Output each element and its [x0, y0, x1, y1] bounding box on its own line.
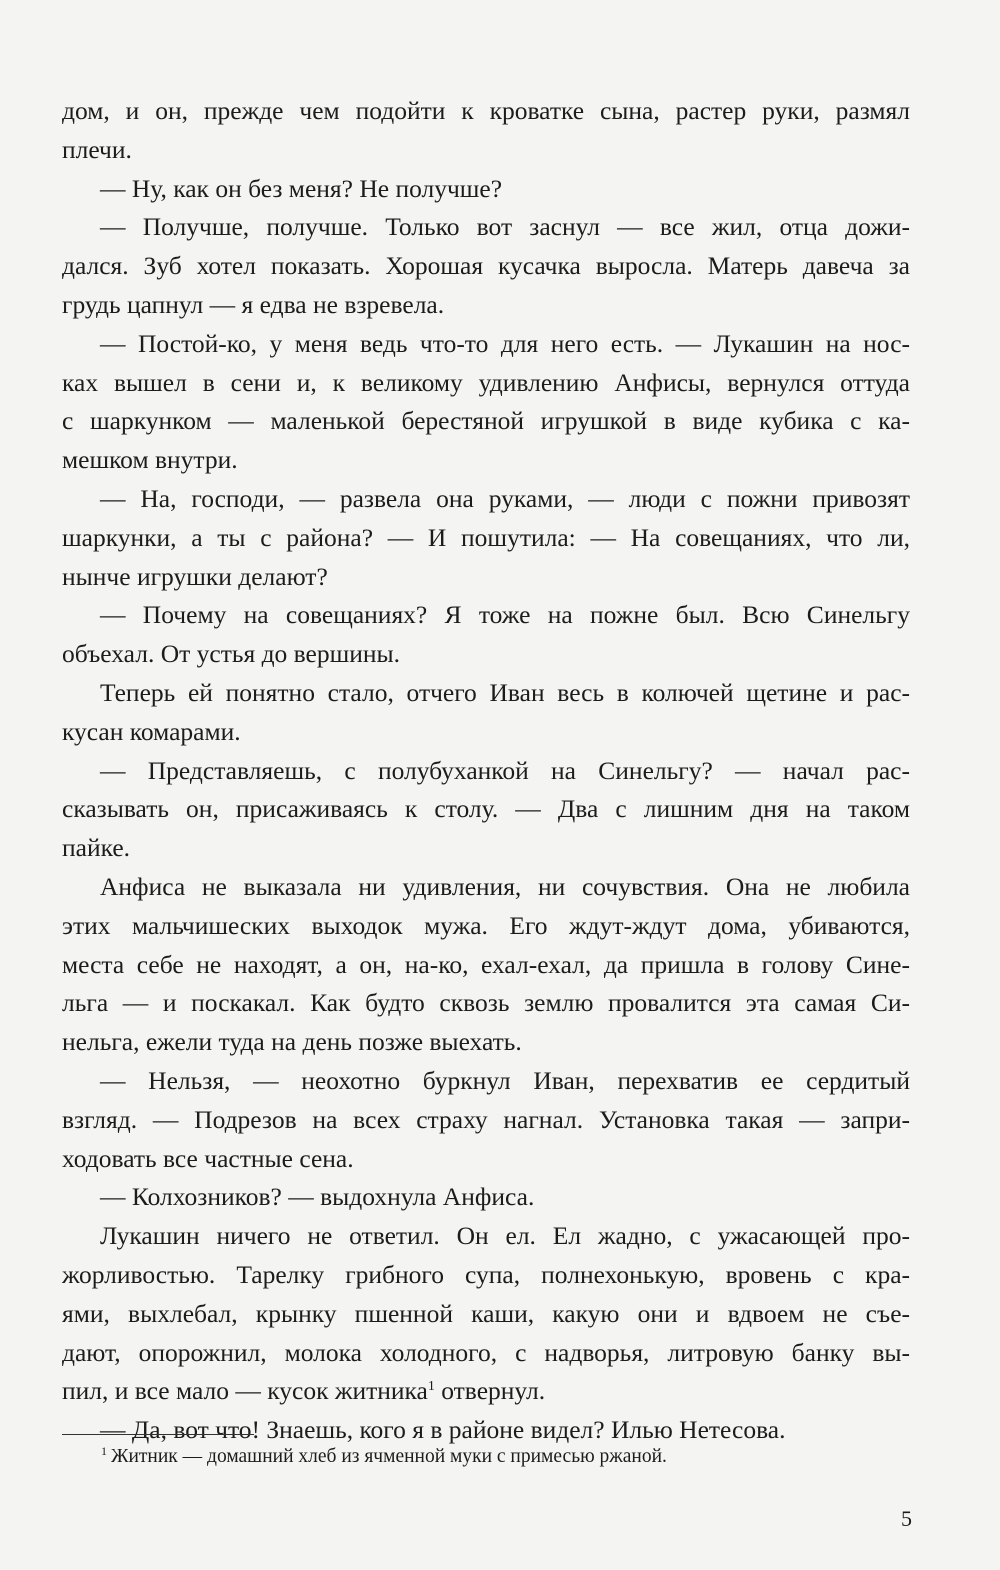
text-line [62, 402, 910, 441]
text-line-content: нельга, ежели туда на день позже выехать. [62, 1027, 522, 1057]
text-line-content: кусан комарами. [62, 716, 241, 746]
text-line [62, 208, 910, 247]
text-line-content: — Получше, получше. Только вот заснул — все жил, отца дожи- [100, 212, 910, 242]
text-line [62, 946, 910, 985]
text-line [62, 635, 910, 674]
text-line [62, 364, 910, 403]
text-line [62, 1217, 910, 1256]
text-line [62, 790, 910, 829]
text-line [62, 829, 910, 868]
text-line-content: ями, выхлебал, крынку пшенной каши, какую они и вдвоем не съе- [62, 1298, 910, 1328]
text-line [62, 596, 910, 635]
text-line [62, 325, 910, 364]
text-line-content: шаркунки, а ты с района? — И пошутила: — На совещаниях, что ли, [62, 522, 910, 552]
text-line-content: дался. Зуб хотел показать. Хорошая кусачка выросла. Матерь давеча за [62, 251, 910, 281]
text-line [62, 1295, 910, 1334]
text-line-content: — Да, вот что! Знаешь, кого я в районе видел? Илью Нетесова. [100, 1415, 786, 1445]
text-line-content: — Нельзя, — неохотно буркнул Иван, перехватив ее сердитый [100, 1065, 910, 1095]
text-line [62, 1140, 910, 1179]
text-line-content: сказывать он, присаживаясь к столу. — Два с лишним дня на таком [62, 794, 910, 824]
text-line-content: с шаркунком — маленькой берестяной игрушкой в виде кубика с ка- [62, 406, 910, 436]
text-line-content: — Почему на совещаниях? Я тоже на пожне был. Всю Синельгу [100, 600, 910, 630]
text-line [62, 868, 910, 907]
text-line [62, 1101, 910, 1140]
text-line-content: жорливостью. Тарелку грибного супа, полнехонькую, вровень с кра- [62, 1259, 910, 1289]
text-line-content: — Колхозников? — выдохнула Анфиса. [100, 1182, 535, 1212]
text-line-content: пайке. [62, 833, 131, 863]
text-line [62, 984, 910, 1023]
text-line-content: Анфиса не выказала ни удивления, ни сочувствия. Она не любила [100, 871, 910, 901]
text-line [62, 1334, 910, 1373]
text-line [62, 713, 910, 752]
footnote [101, 1443, 667, 1471]
text-line [62, 558, 910, 597]
text-line [62, 752, 910, 791]
text-line [62, 674, 910, 713]
text-line-content: — На, господи, — развела она руками, — люди с пожни привозят [100, 483, 910, 513]
text-line-content: места себе не находят, а он, на-ко, ехал-ехал, да пришла в голову Сине- [62, 949, 910, 979]
text-line [62, 247, 910, 286]
text-line [62, 1023, 910, 1062]
text-line-tail: отвернул. [434, 1376, 546, 1406]
text-line-content: ках вышел в сени и, к великому удивлению Анфисы, вернулся оттуда [62, 367, 910, 397]
text-line [62, 1256, 910, 1295]
footnote-text: Житник — домашний хлеб из ячменной муки с примесью ржаной. [111, 1446, 667, 1467]
text-line-content: пил, и все мало — кусок житника [62, 1376, 428, 1406]
text-line-content: — Представляешь, с полубуханкой на Синельгу? — начал рас- [100, 755, 910, 785]
text-line [62, 92, 910, 131]
text-line [62, 480, 910, 519]
text-line-content: Лукашин ничего не ответил. Он ел. Ел жадно, с ужасающей про- [100, 1221, 910, 1251]
text-line [62, 1372, 910, 1411]
text-line [62, 170, 910, 209]
text-line-content: дом, и он, прежде чем подойти к кроватке сына, растер руки, размял [62, 96, 910, 125]
text-line [62, 1062, 910, 1101]
text-line [62, 441, 910, 480]
text-line-content: взгляд. — Подрезов на всех страху нагнал. Установка такая — запри- [62, 1104, 910, 1134]
text-line-content: Теперь ей понятно стало, отчего Иван весь в колючей щетине и рас- [100, 677, 910, 707]
text-line-content: — Ну, как он без меня? Не получше? [100, 173, 503, 203]
text-line [62, 519, 910, 558]
text-line-content: плечи. [62, 134, 132, 164]
text-line-content: этих мальчишеских выходок мужа. Его ждут-ждут дома, убиваются, [62, 910, 910, 940]
body-text [62, 92, 910, 1450]
footnote-reference: 1 [427, 1379, 435, 1395]
text-line-content: дают, опорожнил, молока холодного, с надворья, литровую банку вы- [62, 1337, 910, 1367]
footnote-divider [62, 1434, 254, 1435]
text-line-content: мешком внутри. [62, 445, 238, 475]
text-line [62, 1178, 910, 1217]
text-line-content: льга — и поскакал. Как будто сквозь землю провалится эта самая Си- [62, 988, 910, 1018]
text-line [62, 907, 910, 946]
text-line-content: ходовать все частные сена. [62, 1143, 354, 1173]
text-line [62, 131, 910, 170]
text-line-content: — Постой-ко, у меня ведь что-то для него есть. — Лукашин на нос- [100, 328, 910, 358]
footnote-marker: 1 [101, 1443, 107, 1458]
text-line-content: объехал. От устья до вершины. [62, 639, 401, 669]
text-line [62, 286, 910, 325]
page-number: 5 [901, 1506, 912, 1531]
text-line-content: грудь цапнул — я едва не взревела. [62, 289, 445, 319]
text-line-content: нынче игрушки делают? [62, 561, 328, 591]
